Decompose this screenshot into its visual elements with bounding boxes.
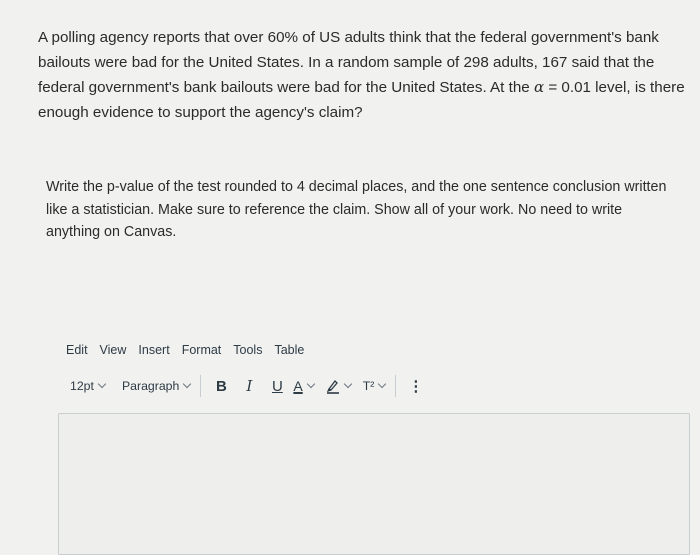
- block-format-value: Paragraph: [121, 379, 180, 393]
- toolbar-divider: [395, 375, 396, 397]
- menu-edit[interactable]: Edit: [66, 343, 88, 357]
- menu-insert[interactable]: Insert: [138, 343, 170, 357]
- rich-text-editor-area[interactable]: [58, 413, 690, 555]
- chevron-down-icon: [343, 380, 351, 388]
- question-text: [38, 26, 688, 125]
- chevron-down-icon: [183, 380, 191, 388]
- toolbar-divider: [200, 375, 201, 397]
- more-options-icon[interactable]: ⋮: [408, 378, 424, 395]
- highlighter-icon: [326, 378, 340, 394]
- underline-button[interactable]: U: [271, 377, 283, 395]
- question-text-part1: A polling agency reports that over 60% of US adults think that the federal government's bank bailouts were bad for the United States. In a random sample of 298 adults, 167 said that the federal government's bank bailouts were bad for the United States. At the: [38, 29, 659, 96]
- bold-button[interactable]: B: [215, 377, 227, 395]
- chevron-down-icon: [306, 380, 314, 388]
- alpha-symbol: α: [533, 78, 545, 96]
- editor-menubar: [66, 343, 304, 357]
- editor-toolbar: [64, 374, 524, 398]
- block-format-select[interactable]: [122, 379, 190, 393]
- font-size-value: 12pt: [70, 379, 94, 393]
- superscript-icon: T²: [362, 379, 375, 393]
- question-text-part2: = 0.01 level, is there enough evidence to support the agency's claim?: [38, 79, 685, 121]
- menu-table[interactable]: Table: [274, 343, 305, 357]
- menu-tools[interactable]: Tools: [233, 343, 263, 357]
- menu-format[interactable]: Format: [181, 343, 222, 357]
- chevron-down-icon: [378, 380, 386, 388]
- font-size-select[interactable]: [70, 379, 105, 393]
- superscript-button[interactable]: [363, 379, 386, 393]
- menu-view[interactable]: View: [99, 343, 127, 357]
- highlight-color-button[interactable]: [326, 378, 351, 394]
- instructions-text: Write the p-value of the test rounded to 4 decimal places, and the one sentence conclusion written like a statistician. Make sure to reference the claim. Show all of your work. No need to write anything on Canvas.: [46, 179, 667, 240]
- text-color-button[interactable]: [293, 378, 313, 394]
- chevron-down-icon: [98, 380, 106, 388]
- text-color-icon: A: [293, 378, 303, 394]
- italic-button[interactable]: I: [246, 377, 253, 395]
